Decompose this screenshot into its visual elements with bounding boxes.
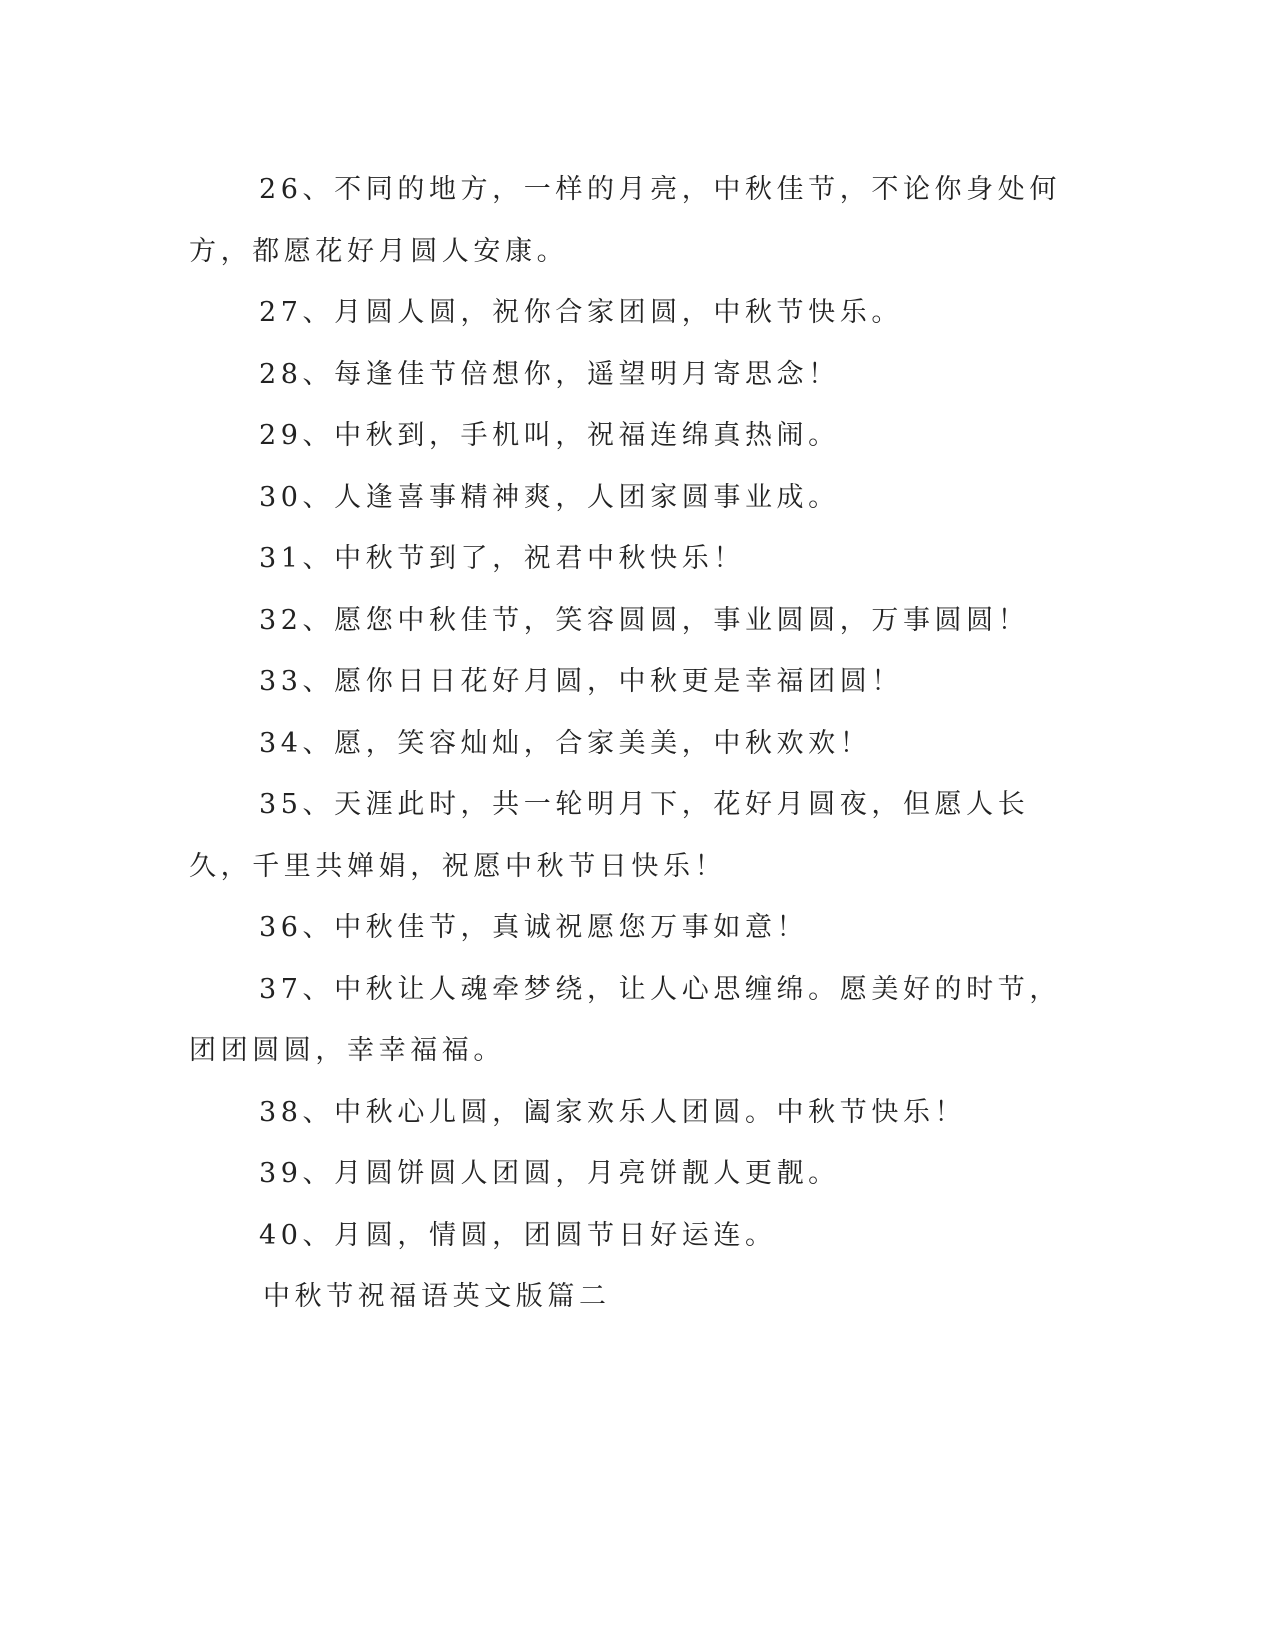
paragraph-28: 28、每逢佳节倍想你，遥望明月寄思念！ <box>259 358 840 390</box>
paragraph-31: 31、中秋节到了，祝君中秋快乐！ <box>259 543 745 574</box>
paragraph-39: 39、月圆饼圆人团圆，月亮饼靓人更靓。 <box>259 1158 840 1189</box>
paragraph-36: 36、中秋佳节，真诚祝愿您万事如意！ <box>259 912 809 943</box>
paragraph-34: 34、愿，笑容灿灿，合家美美，中秋欢欢！ <box>259 727 872 759</box>
document-body <box>189 159 1089 1328</box>
paragraph-33: 33、愿你日日花好月圆，中秋更是幸福团圆！ <box>259 666 903 697</box>
paragraph-32: 32、愿您中秋佳节，笑容圆圆，事业圆圆，万事圆圆！ <box>259 604 1030 636</box>
paragraph-30: 30、人逢喜事精神爽，人团家圆事业成。 <box>259 481 840 513</box>
paragraph-26: 26、不同的地方，一样的月亮，中秋佳节，不论你身处何方，都愿花好月圆人安康。 <box>189 174 1061 267</box>
paragraph-27: 27、月圆人圆，祝你合家团圆，中秋节快乐。 <box>259 297 903 328</box>
section-heading: 中秋节祝福语英文版篇二 <box>263 1281 611 1312</box>
paragraph-29: 29、中秋到，手机叫，祝福连绵真热闹。 <box>259 420 840 451</box>
paragraph-38: 38、中秋心儿圆，阖家欢乐人团圆。中秋节快乐！ <box>259 1096 967 1128</box>
paragraph-40: 40、月圆，情圆，团圆节日好运连。 <box>259 1219 777 1251</box>
paragraph-35: 35、天涯此时，共一轮明月下，花好月圆夜，但愿人长久，千里共婵娟，祝愿中秋节日快乐！ <box>189 789 1030 882</box>
paragraph-37: 37、中秋让人魂牵梦绕，让人心思缠绵。愿美好的时节，团团圆圆，幸幸福福。 <box>189 973 1061 1066</box>
